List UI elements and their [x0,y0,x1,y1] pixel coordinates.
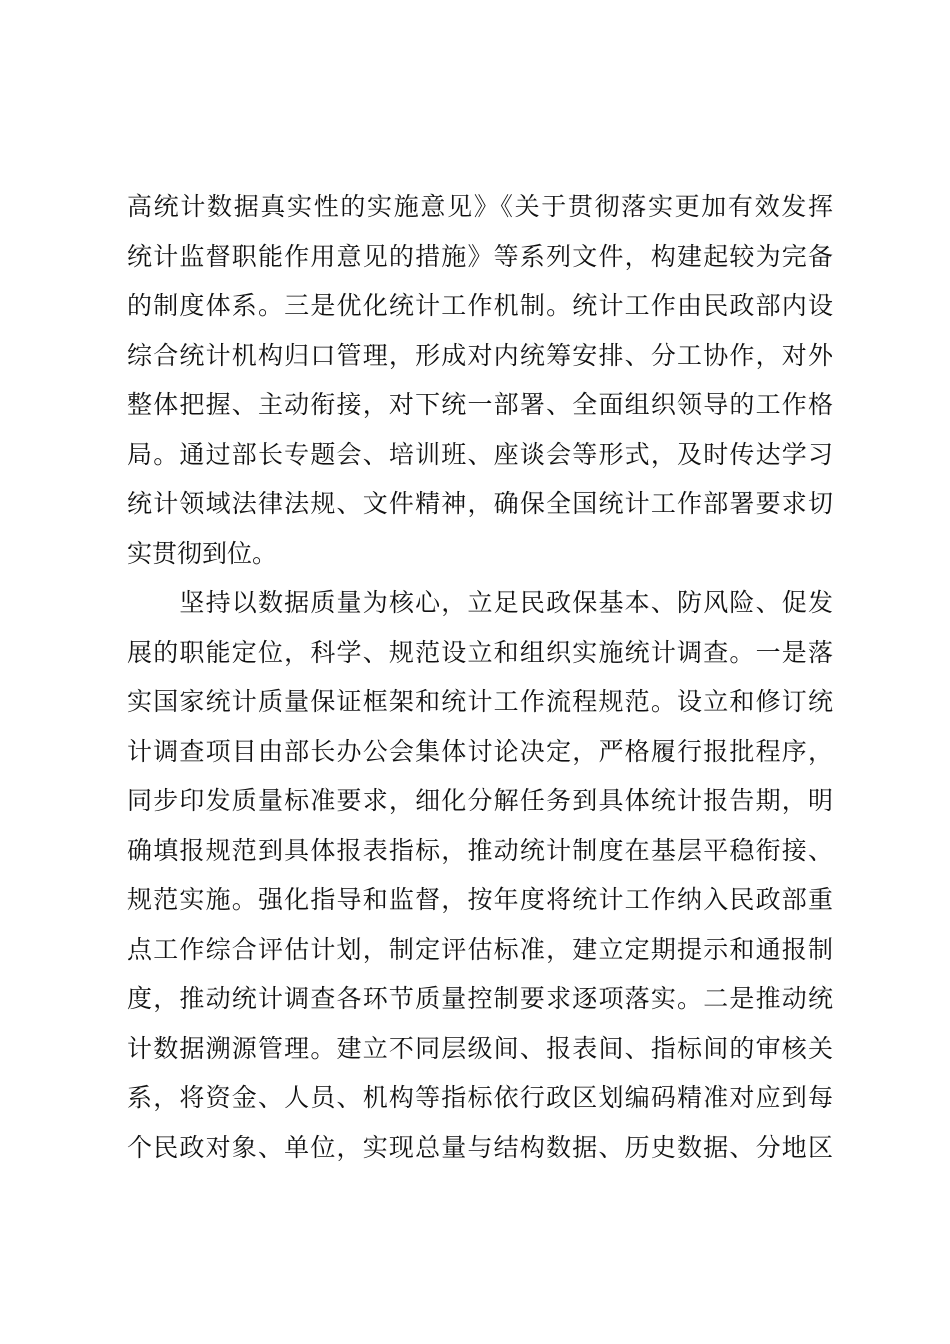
text-line: 度，推动统计调查各环节质量控制要求逐项落实。二是推动统 [127,984,833,1013]
text-line: 统计监督职能作用意见的措施》等系列文件，构建起较为完备 [127,241,833,271]
text-line: 整体把握、主动衔接，对下统一部署、全面组织领导的工作格 [127,390,833,419]
text-line: 计调查项目由部长办公会集体讨论决定，严格履行报批程序， [127,736,833,766]
text-line: 计数据溯源管理。建立不同层级间、报表间、指标间的审核关 [127,1033,833,1063]
text-line: 系，将资金、人员、机构等指标依行政区划编码精准对应到每 [127,1083,833,1112]
text-line: 统计领域法律法规、文件精神，确保全国统计工作部署要求切 [127,489,833,518]
text-line: 展的职能定位，科学、规范设立和组织实施统计调查。一是落 [127,637,833,667]
text-line: 高统计数据真实性的实施意见》《关于贯彻落实更加有效发挥 [127,192,833,221]
text-line: 同步印发质量标准要求，细化分解任务到具体统计报告期，明 [127,786,833,815]
text-line: 规范实施。强化指导和监督，按年度将统计工作纳入民政部重 [127,885,833,914]
text-line: 确填报规范到具体报表指标，推动统计制度在基层平稳衔接、 [127,835,833,865]
text-line: 局。通过部长专题会、培训班、座谈会等形式，及时传达学习 [127,439,833,469]
text-line: 的制度体系。三是优化统计工作机制。统计工作由民政部内设 [127,291,833,320]
text-line: 点工作综合评估计划，制定评估标准，建立定期提示和通报制 [127,934,833,964]
text-line: 实贯彻到位。 [127,538,278,568]
paragraph-2 [127,578,833,1172]
paragraph-1 [127,182,833,578]
text-line: 综合统计机构归口管理，形成对内统筹安排、分工协作，对外 [127,340,833,370]
text-line: 个民政对象、单位，实现总量与结构数据、历史数据、分地区 [127,1132,833,1162]
text-line: 坚持以数据质量为核心，立足民政保基本、防风险、促发 [127,588,833,617]
text-line: 实国家统计质量保证框架和统计工作流程规范。设立和修订统 [127,687,833,716]
